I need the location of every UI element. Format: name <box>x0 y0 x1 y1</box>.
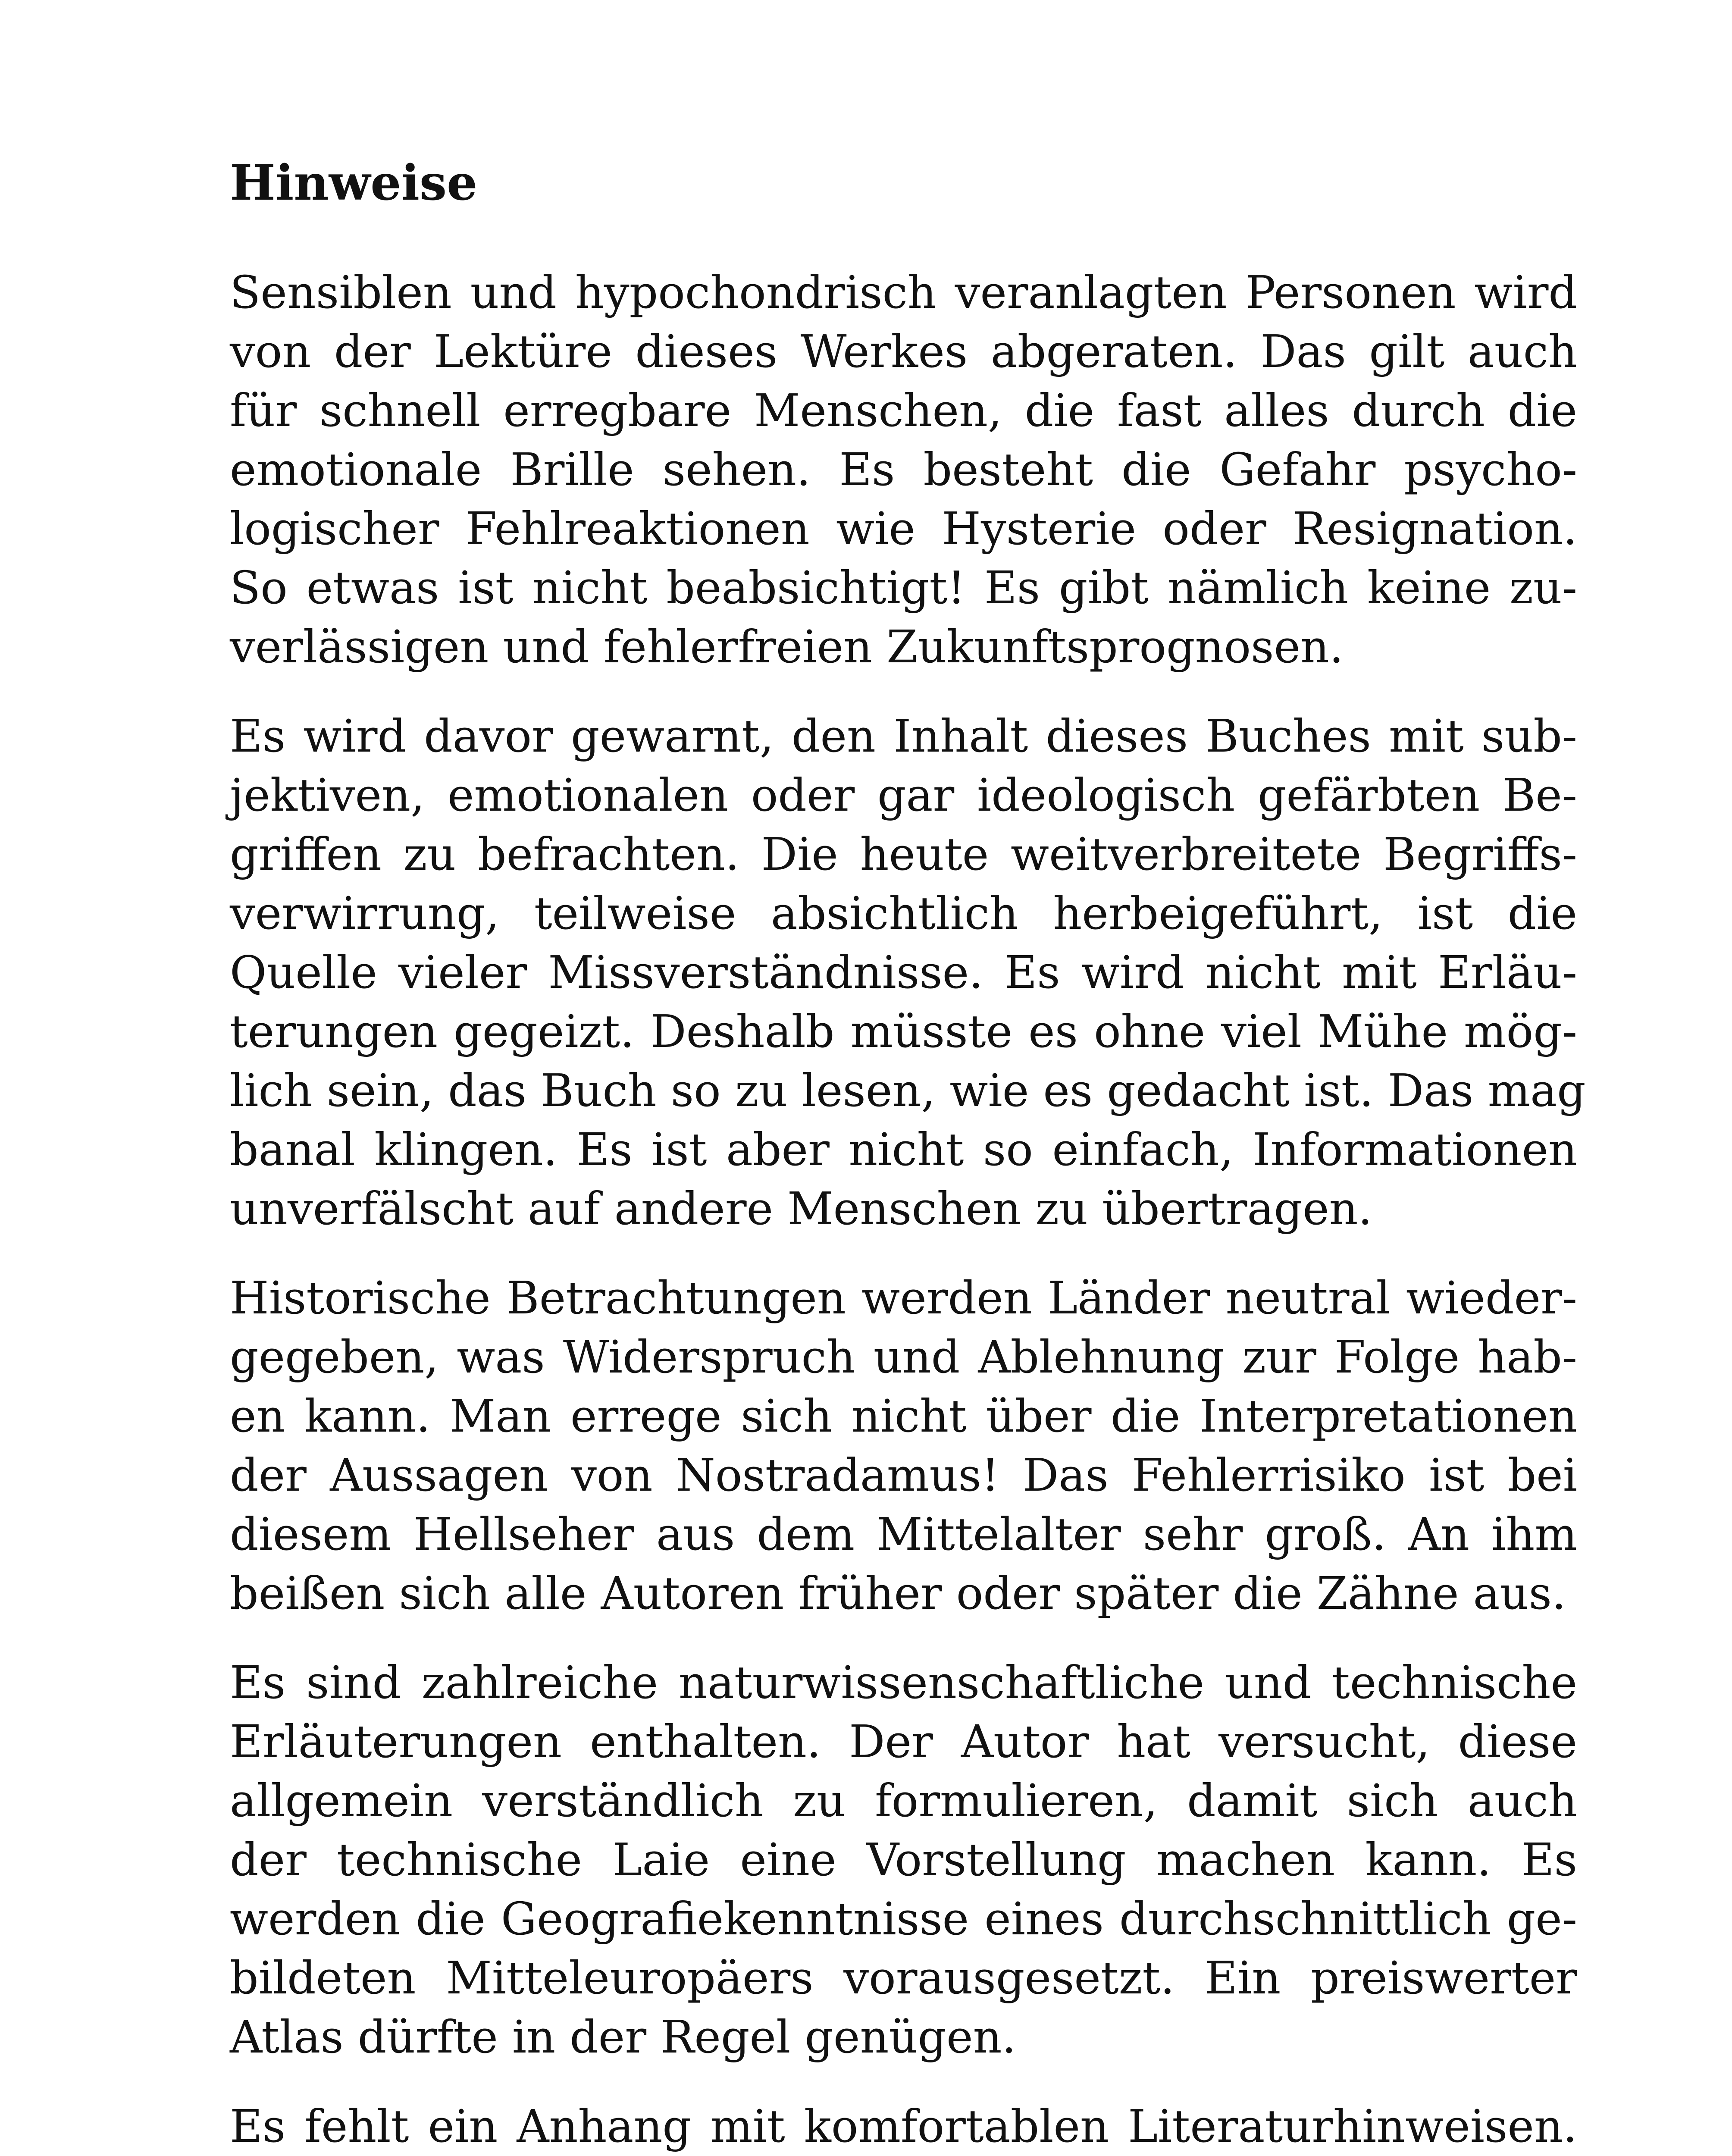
paragraph-1 <box>230 263 1577 677</box>
text-line: lich sein, das Buch so zu lesen, wie es gedacht ist. Das mag <box>230 1064 1586 1117</box>
paragraph-2 <box>230 707 1586 1238</box>
text-line: Atlas dürfte in der Regel genügen. <box>230 2011 1016 2063</box>
text-line: So etwas ist nicht beabsichtigt! Es gibt nämlich keine zu- <box>230 561 1577 614</box>
text-line: en kann. Man errege sich nicht über die Interpretationen <box>230 1390 1577 1442</box>
text-line: Es fehlt ein Anhang mit komfortablen Literaturhinweisen. <box>230 2100 1577 2153</box>
text-line: terungen gegeizt. Deshalb müsste es ohne viel Mühe mög- <box>230 1005 1577 1058</box>
text-line: diesem Hellseher aus dem Mittelalter sehr groß. An ihm <box>230 1508 1577 1561</box>
text-line: der technische Laie eine Vorstellung machen kann. Es <box>230 1833 1577 1886</box>
text-line: für schnell erregbare Menschen, die fast alles durch die <box>230 384 1577 437</box>
text-line: beißen sich alle Autoren früher oder später die Zähne aus. <box>230 1567 1566 1620</box>
text-line: griffen zu befrachten. Die heute weitverbreitete Begriffs- <box>230 828 1577 881</box>
paragraph-5 <box>230 2097 1577 2156</box>
paragraph-3 <box>230 1269 1577 1623</box>
text-line: jektiven, emotionalen oder gar ideologisch gefärbten Be- <box>230 769 1577 821</box>
text-line: Sensiblen und hypochondrisch veranlagten Personen wird <box>230 266 1577 319</box>
text-line: Historische Betrachtungen werden Länder neutral wieder- <box>230 1272 1577 1324</box>
text-line: Erläuterungen enthalten. Der Autor hat versucht, diese <box>230 1715 1577 1768</box>
text-line: werden die Geografiekenntnisse eines durchschnittlich ge- <box>230 1893 1577 1945</box>
text-line: der Aussagen von Nostradamus! Das Fehlerrisiko ist bei <box>230 1449 1577 1501</box>
text-line: logischer Fehlreaktionen wie Hysterie oder Resignation. <box>230 502 1577 555</box>
text-line: verlässigen und fehlerfreien Zukunftsprognosen. <box>230 620 1344 673</box>
text-line: verwirrung, teilweise absichtlich herbeigeführt, ist die <box>230 887 1577 940</box>
text-line: bildeten Mitteleuropäers vorausgesetzt. Ein preiswerter <box>230 1952 1577 2004</box>
text-line: Es sind zahlreiche naturwissenschaftliche und technische <box>230 1656 1577 1709</box>
text-line: banal klingen. Es ist aber nicht so einfach, Informationen <box>230 1123 1577 1176</box>
text-line: emotionale Brille sehen. Es besteht die Gefahr psycho- <box>230 443 1577 496</box>
page-heading: Hinweise <box>230 155 478 211</box>
text-line: Quelle vieler Missverständnisse. Es wird nicht mit Erläu- <box>230 946 1577 999</box>
text-line: unverfälscht auf andere Menschen zu übertragen. <box>230 1182 1372 1235</box>
paragraph-4 <box>230 1653 1577 2067</box>
text-line: allgemein verständlich zu formulieren, damit sich auch <box>230 1774 1577 1827</box>
text-line: gegeben, was Widerspruch und Ablehnung zur Folge hab- <box>230 1331 1577 1383</box>
text-line: Es wird davor gewarnt, den Inhalt dieses Buches mit sub- <box>230 710 1577 762</box>
body-text <box>230 263 1586 2156</box>
text-line: von der Lektüre dieses Werkes abgeraten. Das gilt auch <box>230 325 1577 378</box>
